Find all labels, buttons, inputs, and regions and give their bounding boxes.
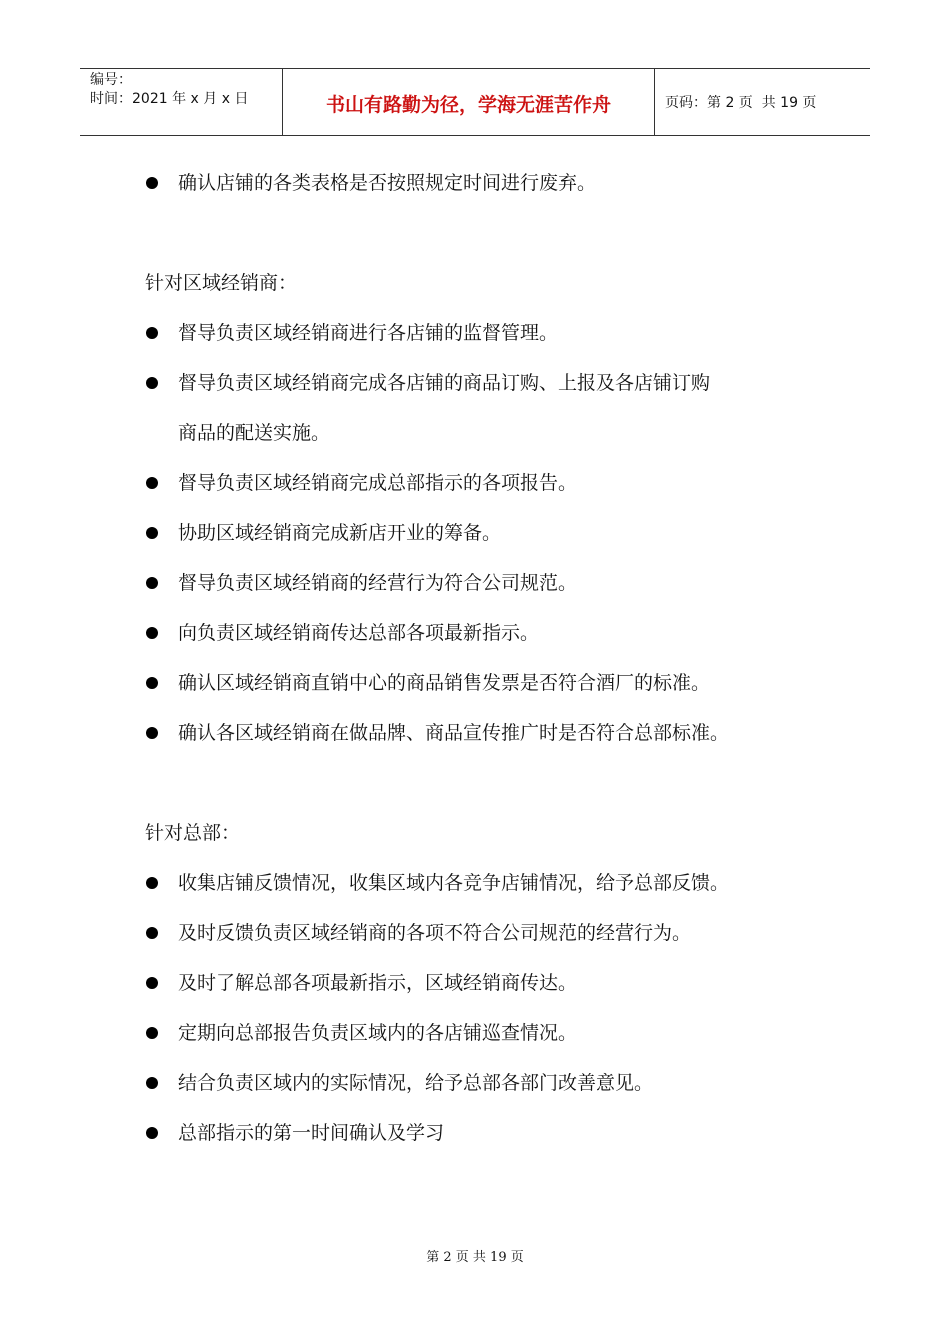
list-item: 结合负责区域内的实际情况，给予总部各部门改善意见。 <box>178 1072 654 1094</box>
list-item: 定期向总部报告负责区域内的各店铺巡查情况。 <box>178 1022 578 1044</box>
bullet-icon <box>146 627 158 639</box>
header-motto: 书山有路勤为径，学海无涯苦作舟 <box>283 69 655 135</box>
bullet-icon <box>146 1127 158 1139</box>
header-page-text: 页码：第 2 页 共 19 页 <box>665 95 817 111</box>
list-item: 确认各区域经销商在做品牌、商品宣传推广时是否符合总部标准。 <box>178 722 730 744</box>
bullet-icon <box>146 877 158 889</box>
list-item: 督导负责区域经销商的经营行为符合公司规范。 <box>178 572 578 594</box>
list-item: 及时反馈负责区域经销商的各项不符合公司规范的经营行为。 <box>178 922 692 944</box>
list-item: 督导负责区域经销商完成总部指示的各项报告。 <box>178 472 578 494</box>
list-item: 协助区域经销商完成新店开业的筹备。 <box>178 522 502 544</box>
bullet-icon <box>146 1077 158 1089</box>
list-item: 总部指示的第一时间确认及学习 <box>178 1122 445 1144</box>
bullet-icon <box>146 327 158 339</box>
section-heading-headquarters: 针对总部： <box>145 822 241 844</box>
list-item: 确认区域经销商直销中心的商品销售发票是否符合酒厂的标准。 <box>178 672 711 694</box>
list-item: 确认店铺的各类表格是否按照规定时间进行废弃。 <box>178 172 597 194</box>
bullet-icon <box>146 377 158 389</box>
bullet-icon <box>146 577 158 589</box>
bullet-icon <box>146 527 158 539</box>
bullet-icon <box>146 1027 158 1039</box>
header-page-info <box>655 69 870 135</box>
list-item: 督导负责区域经销商进行各店铺的监督管理。 <box>178 322 559 344</box>
bullet-icon <box>146 977 158 989</box>
list-item-continuation: 商品的配送实施。 <box>178 422 331 444</box>
bullet-icon <box>146 727 158 739</box>
page-footer: 第 2 页 共 19 页 <box>426 1250 524 1265</box>
header-meta <box>80 69 283 135</box>
document-time: 时间：2021 年 x 月 x 日 <box>90 91 249 107</box>
document-number-label: 编号： <box>90 72 132 88</box>
list-item: 收集店铺反馈情况，收集区域内各竞争店铺情况，给予总部反馈。 <box>178 872 730 894</box>
bullet-icon <box>146 677 158 689</box>
list-item: 及时了解总部各项最新指示，区域经销商传达。 <box>178 972 578 994</box>
page-header <box>80 68 870 136</box>
list-item: 向负责区域经销商传达总部各项最新指示。 <box>178 622 540 644</box>
bullet-icon <box>146 477 158 489</box>
bullet-icon <box>146 927 158 939</box>
bullet-icon <box>146 177 158 189</box>
list-item: 督导负责区域经销商完成各店铺的商品订购、上报及各店铺订购 <box>178 372 711 394</box>
section-heading-distributors: 针对区域经销商： <box>145 272 298 294</box>
